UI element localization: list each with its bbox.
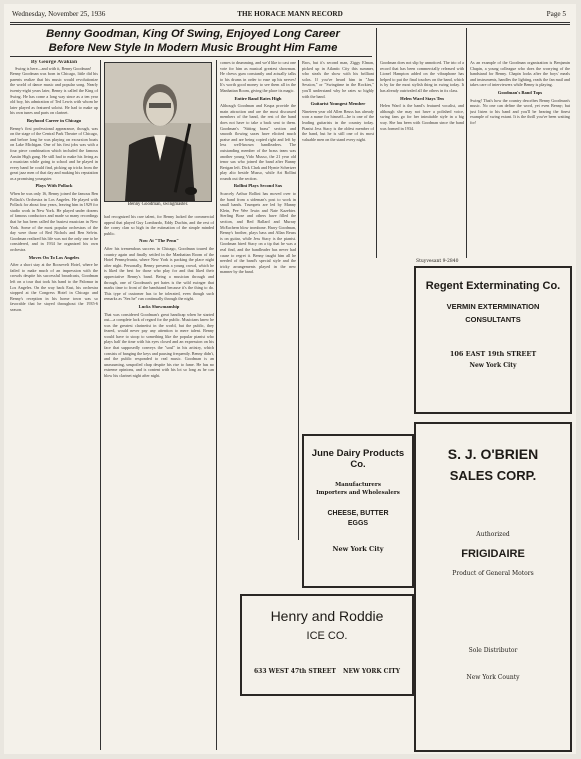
henry-city: NEW YORK CITY	[342, 668, 400, 675]
body-text: had recognized his rare talent, for Benny lacked the commercial appeal that played Guy Lombardo, Eddy Duchin, and the rest of the corny clan so high in the estimation of the simple minded public.	[104, 214, 214, 236]
body-text: After a short stay at the Roosevelt Hotel, where he failed to make much of an impression with the crowds despite his successful broadcasts, Goodman left on a tour that took his band to the Palomar in Los Angeles. On the way back East, his orchestra stopped at the Congress Hotel in Chicago and Benny's reception in his home town was so favorable that he stayed throughout the 1935-6 season.	[10, 262, 98, 312]
lead-paragraph: Swing is here—and with it, Benny Goodman!	[15, 65, 92, 71]
subhead-showmanship: Lucks Showmanship	[138, 303, 180, 309]
body-text: As an example of the Goodman organization is Benjamin Chapin, a young colleague who does the worrying of the bandstand for Benny. Chapin looks after the boys' meals and instruments, handles the lighting, reads the fan mail and takes care of interviewers while Benny is playing.	[470, 60, 570, 88]
headline-rule	[10, 56, 372, 57]
obrien-line-3: Authorized	[476, 531, 510, 538]
body-text: comes to drumming, and we'd like to cast one vote for him as musical greatest showman. He chews gum constantly and actually talks to his drums in order to ease up his nerves! It's worth good money to see them all in the Manhattan Room, giving the place its magic.	[220, 60, 296, 93]
body-text: Although Goodman and Krupa provide the main attraction and are the most discussed members of the band, the rest of the band does not have to take a back seat to them. Goodman's "Sitting brass" section and smooth flowing saxes have elicited much praise and are being copied right and left by less well-known bandleaders. The outstanding member of the brass team was another young Vido Musso, the 21 year old tenor sax who joined the band after Bunny Berigan left. Dick Clark and Hymie Schertzer play alto beside Musso, while Art Rollini rounds out the section.	[220, 103, 296, 181]
henry-address-row	[242, 668, 412, 675]
body-text: Goodman does not slip by unnoticed. The trio of a record that has been commercially released with Lionel Hampton added on the vibraphone has helped to put the final touches on the band, which is by far the most stylish thing in swing today. It has already outrivaled all the others in its class.	[380, 60, 464, 93]
obrien-name: S. J. O'BRIEN	[447, 446, 539, 462]
headline-line-1: Benny Goodman, King Of Swing, Enjoyed Long Career	[46, 28, 340, 40]
subhead-helen-ward: Helen Ward Stays Ten	[400, 95, 444, 101]
column-rule	[100, 60, 101, 750]
header-rule-2	[10, 24, 570, 25]
issue-date: Wednesday, November 25, 1936	[12, 10, 106, 18]
page-number: Page 5	[546, 10, 566, 18]
obrien-line-5: Product of General Motors	[452, 570, 534, 577]
paper-name: THE HORACE MANN RECORD	[237, 10, 343, 18]
column-rule	[376, 28, 377, 258]
regent-phone: Stuyvesant 9-2840	[416, 259, 459, 264]
article-column-2	[104, 214, 214, 750]
article-column-4	[302, 60, 374, 254]
obrien-line-2: SALES CORP.	[449, 468, 537, 483]
dairy-line-5: EGGS	[347, 520, 369, 527]
newspaper-page	[4, 4, 576, 754]
headline-line-2: Before New Style In Modern Music Brought Him Fame	[48, 42, 338, 54]
subhead-penn: Now At "The Penn"	[139, 238, 179, 244]
body-text: Benny's first professional appearance, though, was on the stage of the Central Park Theatre of Chicago, and before long he was playing on excursion boats on Lake Michigan. One of his first jobs was with a four piece combination which included the famous Austin High gang. He still had to make his living as a musician while going to school and he played in every band he could find, picking up tricks from the great jazz men of that day and making his reputation as a promising youngster.	[10, 125, 98, 181]
body-text: After his tremendous success in Chicago, Goodman toured the country again and finally settled in the Manhattan Room of the Hotel Pennsylvania, where New York is packing the place night after night. Personally, Benny presents a young crowd, which he is liked the best for those who play for and that liked their appreciative Benny's band. Being a musician through and through, one of Goodman's pet hates is the wild swinger that marks time to front of the bandstand because it's the thing to do. This type of customer has to be tolerated, even though such remarks as "Sez he" run continually through the night.	[104, 245, 214, 302]
subhead-goodman-band-tops: Goodman's Band Tops	[497, 89, 543, 95]
body-text: Swing! That's how the country describes Benny Goodman's music. No one can define the word, yet even Benny; but just listen to his band and you'll be hearing the finest example of swing extant. It is the thrill you've been waiting for!	[470, 97, 570, 125]
header-rule	[10, 22, 570, 23]
article-column-1	[10, 60, 98, 750]
subhead-rollini: Rollini Plays Second Sax	[233, 183, 283, 189]
obrien-line-4: FRIGIDAIRE	[461, 548, 525, 560]
regent-ad	[414, 266, 572, 414]
article-column-6	[470, 60, 570, 254]
henry-name: Henry and Roddie	[270, 608, 384, 624]
dairy-line-4: CHEESE, BUTTER	[327, 510, 389, 517]
regent-name: Regent Exterminating Co.	[425, 280, 561, 292]
column-rule	[216, 60, 217, 750]
obrien-line-7: New York County	[466, 674, 520, 681]
subhead-boyhood: Boyhood Career in Chicago	[26, 117, 82, 123]
henry-line-2: ICE CO.	[306, 630, 348, 642]
subhead-guitarist: Guitarist Youngest Member	[310, 101, 366, 107]
article-column-5	[380, 60, 464, 254]
regent-line-4: 106 EAST 19th STREET	[449, 350, 537, 358]
body-text: Bros, but it's second man, Ziggy Elman, picked up in Atlantic City this summer, who steals the show with his brilliant solos. If you've heard him in "Jam Session," or "Swingtime in the Rockies," you'll understand why he rates so highly with the band.	[302, 60, 374, 99]
dairy-line-6: New York City	[332, 545, 384, 553]
henry-address: 633 WEST 47th STREET	[254, 668, 336, 675]
dairy-line-2: Manufacturers	[335, 482, 381, 488]
regent-line-5: New York City	[469, 362, 517, 369]
body-text: Benny Goodman was born in Chicago, little did his parents realize that his music would revolutionize the world of dance music and popular song. Nearly twenty-eight years later, Benny is called the King of Swing. He has come a long way since as a ten year old boy, his admiration of Ted Lewis with whom he later played as featured soloist. He had to make up his own tunes and parts on clarinet.	[10, 71, 98, 116]
regent-line-3: CONSULTANTS	[465, 315, 521, 324]
body-text: Helen Ward is the band's featured vocalist, and although she may not have a polished voice, swing fans go for her inimitable style in a big way. She has been with Goodman since the band was formed in 1934.	[380, 103, 464, 131]
henry-roddie-ad	[240, 594, 414, 696]
byline: By George Avakian	[30, 60, 78, 65]
june-dairy-ad	[302, 434, 414, 588]
body-text: That was considered Goodman's great handicap when he started out—a complete lack of regard for the public. Musicians knew he was the greatest clarinetist in the world, but the public, they feared, would never pay any attention to mere talent. Benny would have to stoop to something like the popular pianist who plays half the time with his eyes closed and an expression on his face that supposedly conveys the "soul" in his artistry, which consists of banging the keys and pausing frequently. Benny didn't, and the public responded to real music. Goodman is an unassuming, unspoiled chap despite his rise to fame. He has no extreme opinions, and is content with his lot so long as he can blow his clarinet night after night.	[104, 311, 214, 379]
dairy-name: June Dairy Products Co.	[311, 448, 405, 470]
body-text: Scarcely Arthur Rollini has moved over to the band from a sideman's post to work in small bands. Trumpets are led by Manny Klein, Pee Wee Irwin and Nate Kazebier. Sterling Bose and others have filled the section, and Red Ballard and Murray McEachern blow trombone. Harry Goodman, Benny's brother, plays bass and Allan Reuss is on guitar, while Jess Stacy is the pianist. Goodman hired Stacy on a tip that he was a real find, and the bandleader has never had cause to regret it. Benny taught him all he needed of the band's special style and the tricky arrangements played in the new manner by the band.	[220, 191, 296, 275]
column-rule	[466, 28, 467, 258]
obrien-ad	[414, 422, 572, 752]
subhead-pollack: Plays With Pollack	[35, 183, 73, 189]
subhead-entire-band: Entire Band Rates High	[234, 95, 282, 101]
obrien-line-6: Sole Distributor	[468, 647, 518, 654]
regent-line-2: VERMIN EXTERMINATION	[446, 302, 540, 311]
column-rule	[298, 60, 299, 540]
subhead-los-angeles: Moves On To Los Angeles	[28, 254, 80, 260]
photo-caption: Benny Goodman, swingmaster.	[127, 202, 189, 207]
goodman-photo	[104, 62, 212, 202]
body-text: Nineteen year old Allen Reuss has already won a name for himself—he is one of the leading guitarists in the country today. Pianist Jess Stacy is the oldest member of the band, but he is still one of its most valuable men on the stand every night.	[302, 108, 374, 142]
portrait-illustration	[105, 63, 211, 201]
dairy-line-3: Importers and Wholesalers	[316, 490, 400, 496]
body-text: When he was only 16, Benny joined the famous Ben Pollack's Orchestra in Los Angeles. He played with Pollack for about four years, leaving him in 1929 for studio work in New York. He played under dozens of famous conductors and made so many recordings that he has been called the busiest musician in New York. Some of the most popular orchestras of the day were those of Red Nichols and Ben Selvin. Goodman realized his life was not the only one to be considered, and in 1934 he organized his own orchestra.	[10, 191, 98, 252]
